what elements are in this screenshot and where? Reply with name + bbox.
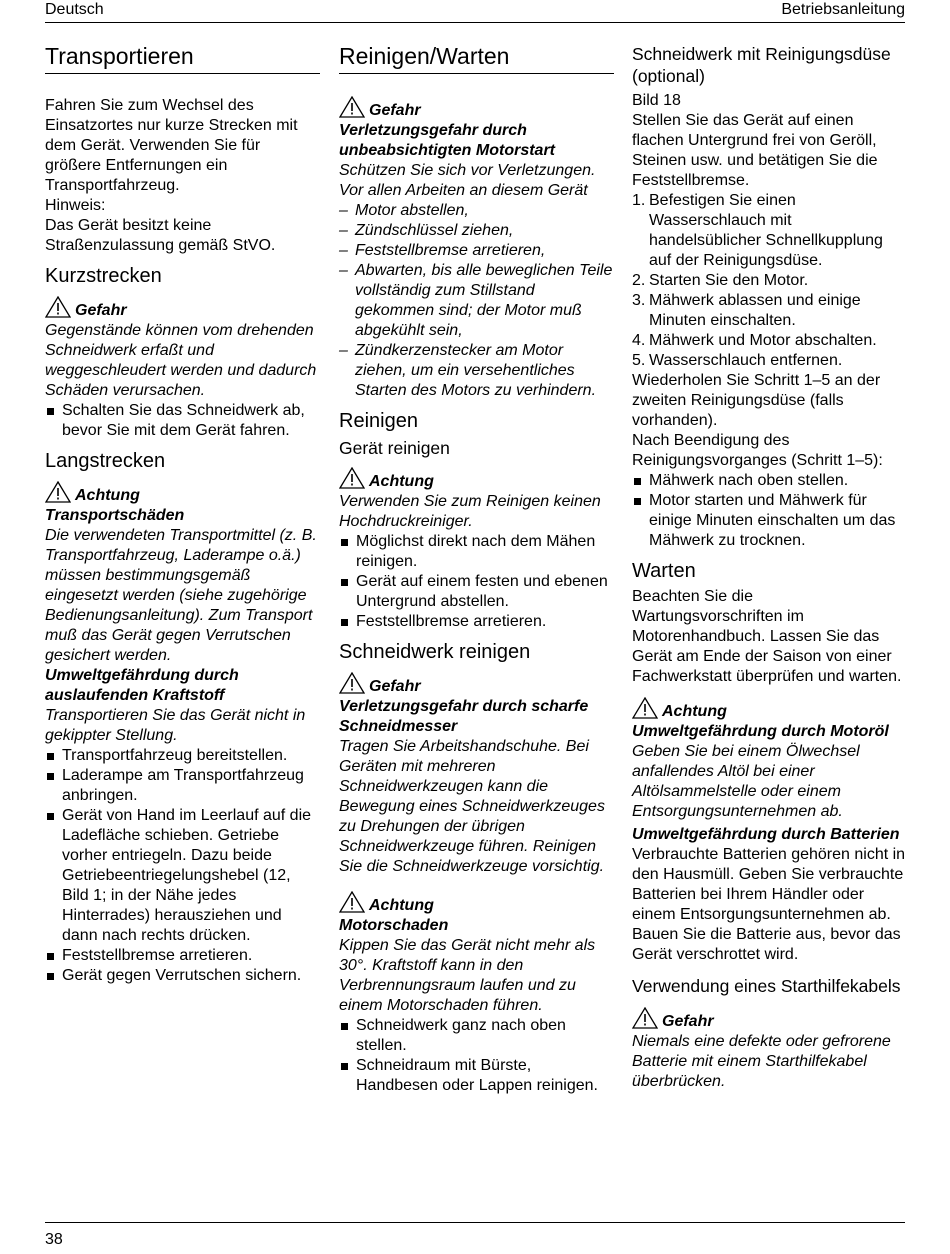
kurz-warning-text: Gegenstände können vom drehenden Schneidwerk erfaßt und weggeschleudert werden und dadurch Schäden verursachen. [45,322,317,399]
list-item: – Zündkerzenstecker am Motor ziehen, um ein versehentliches Starten des Motors zu verhindern. [339,341,614,401]
list-item: Transportfahrzeug bereitstellen. [45,746,320,766]
lang-warning-text: Die verwendeten Transportmittel (z. B. Transportfahrzeug, Laderampe o.ä.) müssen bestimmungsgemäß eingesetzt werden (siehe zugehörige Bedienungsanleitung). Zum Transport muß das Gerät gegen Verrutschen gesichert werden. [45,527,317,664]
warning-gefahr: Gefahr [339,96,614,121]
subsection-title-warten: Warten [632,560,696,582]
lang-list [45,746,320,986]
list-item: – Zündschlüssel ziehen, [339,221,614,241]
duese-repeat: Wiederholen Sie Schritt 1–5 an der zweiten Reinigungsdüse (falls vorhanden). [632,372,881,429]
duese-steps [632,191,907,371]
subsection-title-kurzstrecken: Kurzstrecken [45,265,162,287]
warning-gefahr: Gefahr [339,672,614,697]
batterien-warning-subtitle: Umweltgefährdung durch Batterien [632,826,900,843]
kurz-list [45,401,320,441]
subsection-title-schneidwerk-reinigen: Schneidwerk reinigen [339,641,531,663]
duese-list [632,471,907,551]
list-item: 5. Wasserschlauch entfernen. [632,352,843,369]
duese-intro: Stellen Sie das Gerät auf einen flachen Untergrund frei von Geröll, Steinen usw. und betätigen Sie die Feststellbremse. [632,112,878,189]
subsection-title-starthilfekabel: Verwendung eines Starthilfekabels [632,976,901,996]
list-item: 2. Starten Sie den Motor. [632,272,809,289]
list-item: – Abwarten, bis alle beweglichen Teile vollständig zum Stillstand gekommen sind; der Motor muß abgekühlt sein, [339,261,614,341]
transport-intro: Fahren Sie zum Wechsel des Einsatzortes nur kurze Strecken mit dem Gerät. Verwenden Sie für größere Entfernungen ein Transportfahrzeug. [45,97,298,194]
motorschaden-warning-subtitle: Motorschaden [339,917,449,934]
list-item: 1. Befestigen Sie einen Wasserschlauch mit handelsüblicher Schnellkupplung auf der Reinigungsdüse. [632,192,883,269]
page-footer [45,1222,905,1248]
warning-triangle-icon [632,697,658,719]
list-item: Schneidwerk ganz nach oben stellen. [339,1016,614,1056]
list-item: Feststellbremse arretieren. [339,612,614,632]
environment-warning-subtitle: Umweltgefährdung durch auslaufenden Kraftstoff [45,667,239,704]
motorschaden-warning-text: Kippen Sie das Gerät nicht mehr als 30°. Kraftstoff kann in den Verbrennungsraum laufen und zu einem Motorschaden führen. [339,937,596,1014]
warning-triangle-icon [45,296,71,318]
list-item: Gerät auf einem festen und ebenen Untergrund abstellen. [339,572,614,612]
header-doc-title: Betriebsanleitung [781,1,905,18]
list-item: Möglichst direkt nach dem Mähen reinigen. [339,532,614,572]
warning-achtung: Achtung [339,891,614,916]
environment-warning-text: Transportieren Sie das Gerät nicht in gekippter Stellung. [45,707,306,744]
subsection-title-reinigungsduese: Schneidwerk mit Reinigungsdüse (optional) [632,44,891,86]
list-item: 3. Mähwerk ablassen und einige Minuten einschalten. [632,292,861,329]
warning-triangle-icon [632,1007,658,1029]
list-item: Schneidraum mit Bürste, Handbesen oder Lappen reinigen. [339,1056,614,1096]
list-item: Schalten Sie das Schneidwerk ab, bevor Sie mit dem Gerät fahren. [45,401,320,441]
list-item: Feststellbremse arretieren. [45,946,320,966]
section-title-reinigen-warten: Reinigen/Warten [339,43,614,74]
warten-text: Beachten Sie die Wartungsvorschriften im Motorenhandbuch. Lassen Sie das Gerät am Ende der Saison von einer Fachwerkstatt überprüfen und warten. [632,588,902,685]
hint-text: Das Gerät besitzt keine Straßenzulassung gemäß StVO. [45,217,276,254]
reinigen-warning-text: Verwenden Sie zum Reinigen keinen Hochdruckreiniger. [339,493,601,530]
hint-label: Hinweis: [45,197,106,214]
motoroel-warning-text: Geben Sie bei einem Ölwechsel anfallendes Altöl bei einer Altölsammelstelle oder einem Entsorgungsunternehmen ab. [632,743,860,820]
figure-reference: Bild 18 [632,92,681,109]
warning-triangle-icon [339,467,365,489]
starthilfe-warning-text: Niemals eine defekte oder gefrorene Batterie mit einem Starthilfekabel überbrücken. [632,1033,891,1090]
page-header [45,0,905,23]
header-language: Deutsch [45,1,104,18]
schneidmesser-warning-text: Tragen Sie Arbeitshandschuhe. Bei Geräten mit mehreren Schneidwerkzeugen kann die Bewegung eines Schneidwerkzeuges zu Drehungen der übrigen Schneidwerkzeuge führen. Reinigen Sie die Schneidwerkzeuge vorsichtig. [339,738,605,875]
section-title-transportieren: Transportieren [45,43,320,74]
reinigen-list [339,532,614,632]
list-item: – Motor abstellen, [339,201,614,221]
batterie-ausbau-text: Bauen Sie die Batterie aus, bevor das Gerät verschrottet wird. [632,926,901,963]
motoroel-warning-subtitle: Umweltgefährdung durch Motoröl [632,723,889,740]
motorstart-list [339,201,614,401]
list-item: Mähwerk nach oben stellen. [632,471,907,491]
warning-achtung: Achtung [339,467,614,492]
subsection-title-geraet-reinigen: Gerät reinigen [339,438,450,458]
batterien-text: Verbrauchte Batterien gehören nicht in den Hausmüll. Geben Sie verbrauchte Batterien bei Ihrem Händler oder einem Entsorgungsunternehmen ab. [632,846,906,923]
motorstart-warning-text: Schützen Sie sich vor Verletzungen. Vor allen Arbeiten an diesem Gerät [339,162,596,199]
warning-triangle-icon [339,96,365,118]
schneidmesser-warning-subtitle: Verletzungsgefahr durch scharfe Schneidmesser [339,698,589,735]
list-item: Motor starten und Mähwerk für einige Minuten einschalten um das Mähwerk zu trocknen. [632,491,907,551]
list-item: 4. Mähwerk und Motor abschalten. [632,332,877,349]
list-item: Laderampe am Transportfahrzeug anbringen. [45,766,320,806]
warning-achtung: Achtung [45,481,320,506]
lang-warning-subtitle: Transportschäden [45,507,185,524]
warning-triangle-icon [339,891,365,913]
page-number: 38 [45,1231,63,1248]
list-item: Gerät gegen Verrutschen sichern. [45,966,320,986]
list-item: – Feststellbremse arretieren, [339,241,614,261]
warning-gefahr: Gefahr [45,296,320,321]
list-item: Gerät von Hand im Leerlauf auf die Ladefläche schieben. Getriebe vorher entriegeln. Dazu beide Getriebeentriegelungshebel (12, Bild 1; in der Nähe jedes Hinterrades) herausziehen und dann nach rechts drücken. [45,806,320,946]
subsection-title-langstrecken: Langstrecken [45,450,166,472]
column-3 [632,40,907,1092]
warning-achtung: Achtung [632,697,907,722]
motorstart-warning-subtitle: Verletzungsgefahr durch unbeabsichtigten Motorstart [339,122,556,159]
warning-triangle-icon [339,672,365,694]
warning-gefahr: Gefahr [632,1007,907,1032]
column-1 [45,40,320,986]
subsection-title-reinigen: Reinigen [339,410,418,432]
motorschaden-list [339,1016,614,1096]
warning-triangle-icon [45,481,71,503]
duese-after: Nach Beendigung des Reinigungsvorganges (Schritt 1–5): [632,432,883,469]
column-2 [339,40,614,1096]
